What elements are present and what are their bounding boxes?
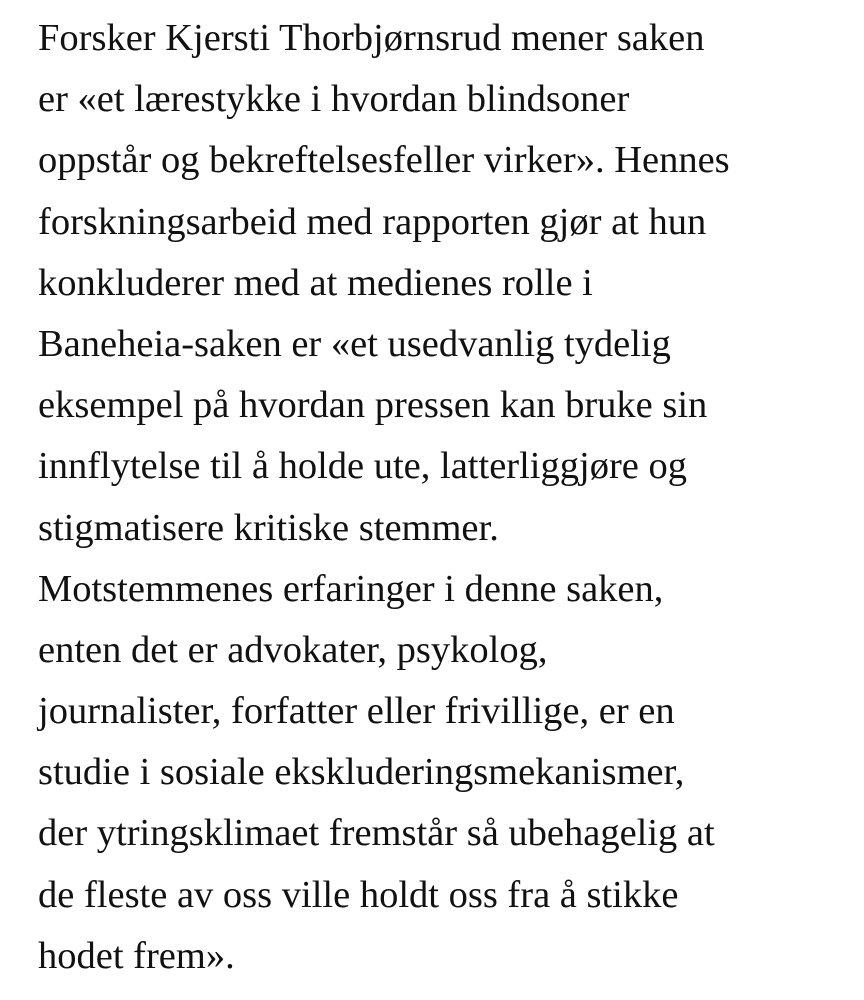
paragraph-line: der ytringsklimaet fremstår så ubehagelig at [38, 812, 715, 855]
paragraph-line: oppstår og bekreftelsesfeller virker». Hennes [38, 139, 730, 182]
article-paragraph [38, 8, 844, 987]
paragraph-line: forskningsarbeid med rapporten gjør at hun [38, 200, 707, 243]
paragraph-line: Motstemmenes erfaringer i denne saken, [38, 567, 664, 610]
paragraph-line: konkluderer med at medienes rolle i [38, 261, 593, 304]
paragraph-line: hodet frem». [38, 934, 235, 977]
paragraph-line: journalister, forfatter eller frivillige, er en [38, 690, 675, 733]
paragraph-line: Baneheia-saken er «et usedvanlig tydelig [38, 322, 671, 365]
paragraph-line: enten det er advokater, psykolog, [38, 628, 548, 671]
paragraph-line: studie i sosiale ekskluderingsmekanismer, [38, 751, 685, 794]
paragraph-line: Forsker Kjersti Thorbjørnsrud mener saken [38, 17, 705, 59]
paragraph-line: de fleste av oss ville holdt oss fra å stikke [38, 873, 679, 916]
paragraph-line: stigmatisere kritiske stemmer. [38, 506, 499, 549]
paragraph-line: er «et lærestykke i hvordan blindsoner [38, 78, 630, 121]
paragraph-line: innflytelse til å holde ute, latterliggjøre og [38, 445, 687, 488]
paragraph-line: eksempel på hvordan pressen kan bruke sin [38, 384, 708, 427]
